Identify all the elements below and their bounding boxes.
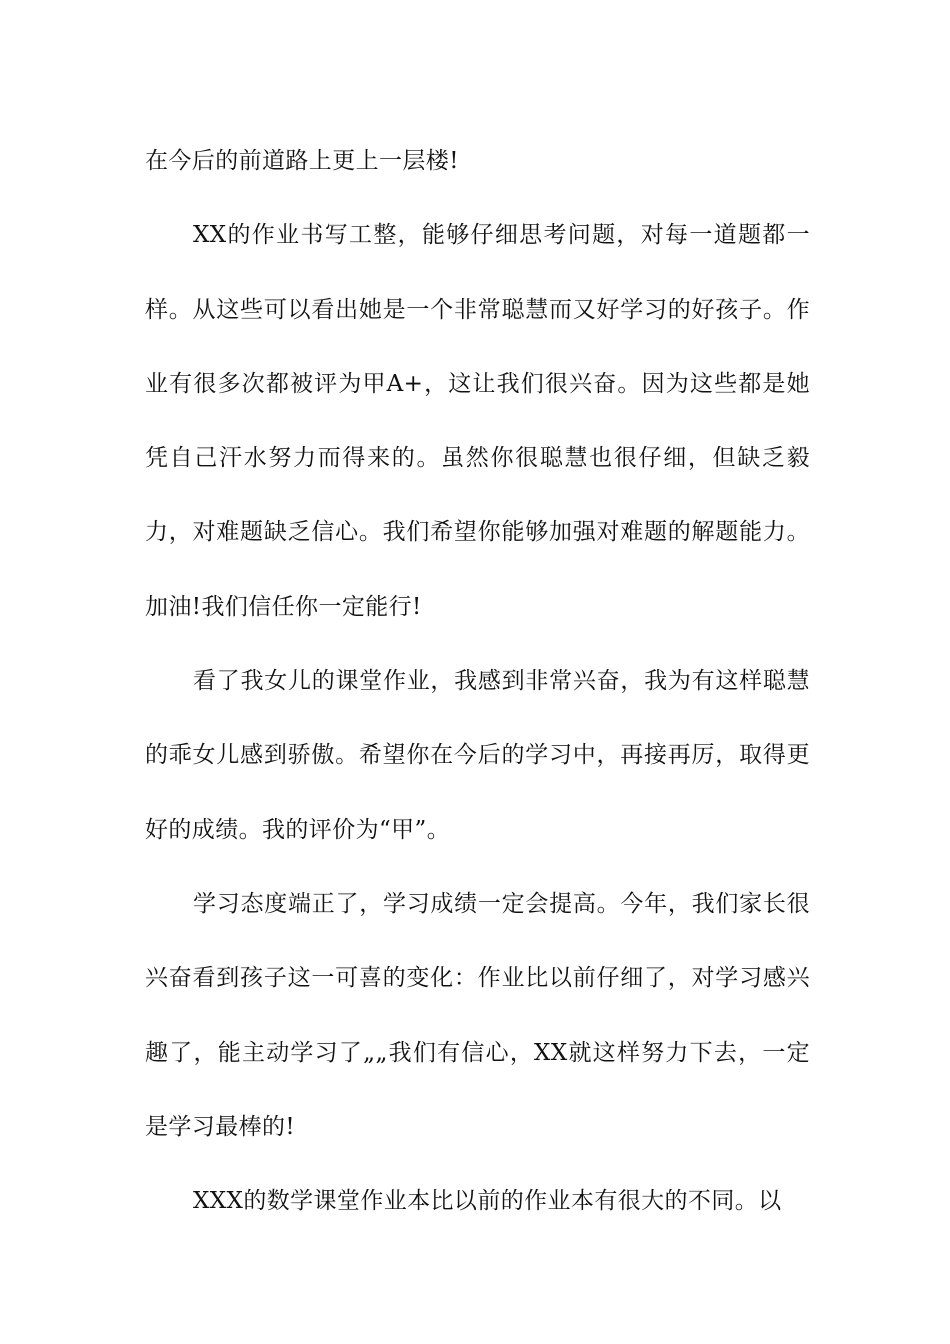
paragraph-homework-comment: XX的作业书写工整，能够仔细思考问题，对每一道题都一样。从这些可以看出她是一个非常聪慧而又好学习的好孩子。作业有很多次都被评为甲A+，这让我们很兴奋。因为这些都是她凭自己汗水努力而得来的。虽然你很聪慧也很仔细，但缺乏毅力，对难题缺乏信心。我们希望你能够加强对难题的解题能力。加油!我们信任你一定能行! [145, 222, 810, 620]
paragraph-attitude-comment: 学习态度端正了，学习成绩一定会提高。今年，我们家长很兴奋看到孩子这一可喜的变化：作业比以前仔细了，对学习感兴趣了，能主动学习了„„我们有信心，XX就这样努力下去，一定是学习最棒的! [145, 890, 810, 1140]
document-body [145, 124, 810, 1238]
paragraph-daughter-comment: 看了我女儿的课堂作业，我感到非常兴奋，我为有这样聪慧的乖女儿感到骄傲。希望你在今后的学习中，再接再厉，取得更好的成绩。我的评价为“甲”。 [145, 668, 810, 843]
paragraph-math-homework: XXX的数学课堂作业本比以前的作业本有很大的不同。以 [193, 1188, 782, 1215]
paragraph-continuation: 在今后的前道路上更上一层楼! [145, 148, 459, 174]
